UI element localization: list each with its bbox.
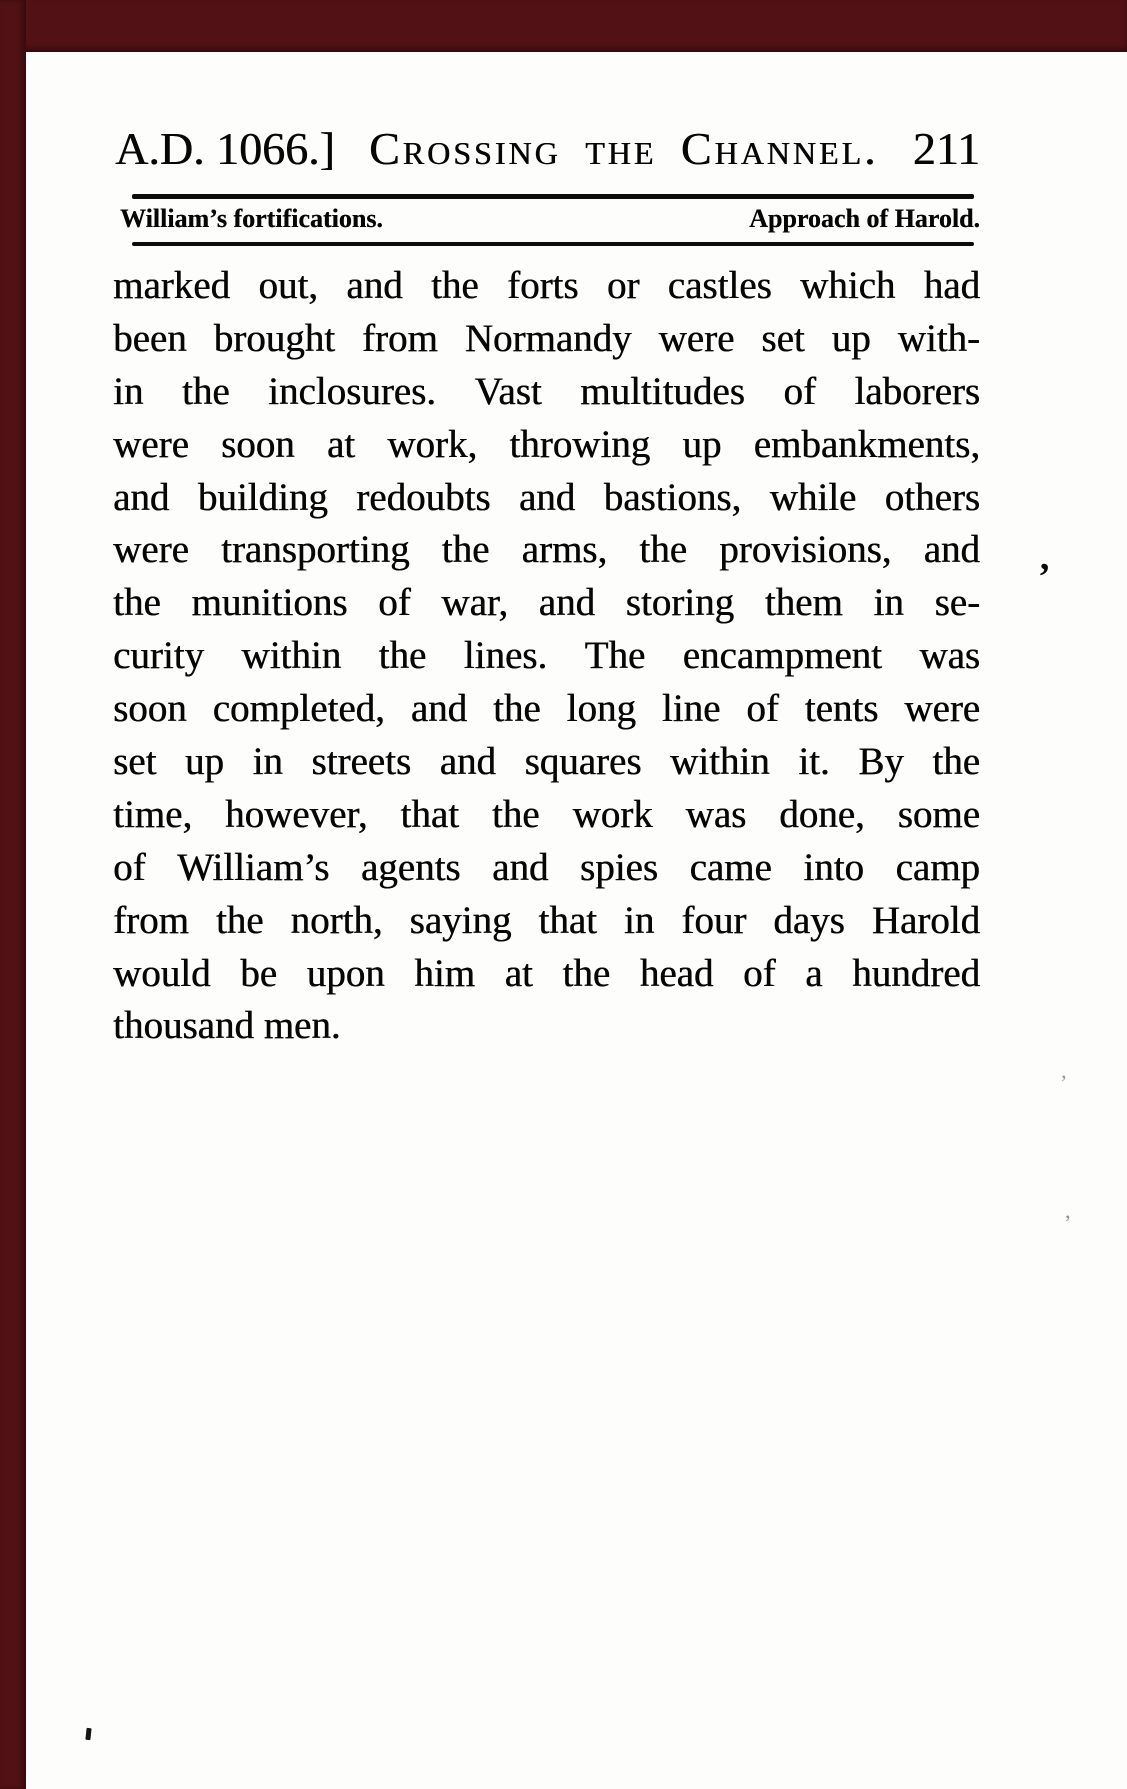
body-line: time, however, that the work was done, some <box>113 792 980 836</box>
header-rule-top <box>132 194 974 199</box>
body-line: soon completed, and the long line of tents were <box>113 687 980 731</box>
body-line: curity within the lines. The encampment was <box>113 634 980 678</box>
body-line: been brought from Normandy were set up with- <box>113 316 980 360</box>
body-line: marked out, and the forts or castles which had <box>113 264 980 307</box>
header-date-label: A.D. 1066.] <box>115 123 335 174</box>
header-chapter-title: Crossing the Channel. <box>368 123 879 174</box>
page-header <box>115 124 980 174</box>
running-heads <box>120 202 980 236</box>
stray-dash-mark <box>85 1728 91 1740</box>
body-line: would be upon him at the head of a hundred <box>113 951 980 995</box>
body-line: in the inclosures. Vast multitudes of laborers <box>113 369 980 413</box>
header-rule-bottom <box>132 242 974 246</box>
stray-ink-mark: ’ <box>1038 556 1051 598</box>
body-line: were soon at work, throwing up embankments, <box>113 422 980 466</box>
header-page-number: 211 <box>912 123 980 174</box>
body-line: the munitions of war, and storing them in se- <box>113 581 980 625</box>
scan-edge-top <box>0 0 1127 52</box>
body-line: set up in streets and squares within it. By the <box>113 740 980 784</box>
body-line: and building redoubts and bastions, while others <box>113 475 980 519</box>
stray-fleck: ’ <box>1060 1070 1068 1095</box>
scan-edge-left <box>0 0 26 1789</box>
body-line: of William’s agents and spies came into camp <box>113 845 980 889</box>
body-line: were transporting the arms, the provisions, and <box>113 528 980 572</box>
body-text <box>113 260 980 1053</box>
body-line: thousand men. <box>113 1004 341 1048</box>
body-line: from the north, saying that in four days Harold <box>113 898 980 942</box>
running-head-left: William’s fortifications. <box>120 204 383 233</box>
stray-fleck: ’ <box>1064 1210 1072 1235</box>
running-head-right: Approach of Harold. <box>749 204 980 233</box>
